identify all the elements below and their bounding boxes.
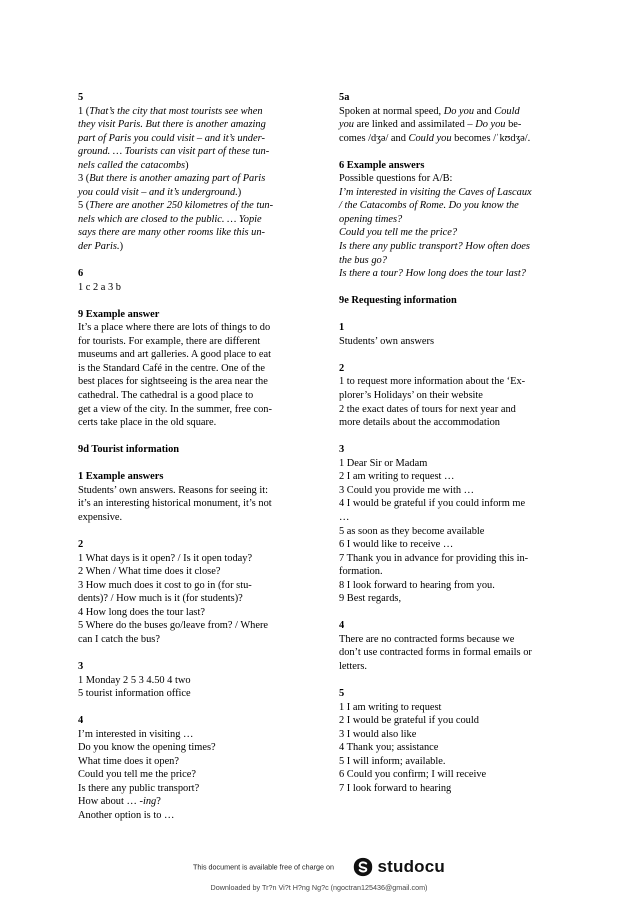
text: Do you know the opening times?: [78, 742, 216, 754]
italic-text: I’m interested in visiting the Caves of Lascaux: [339, 186, 532, 198]
text-line: [339, 579, 567, 593]
left-column: [78, 91, 304, 836]
text: museums and art galleries. A good place to eat: [78, 349, 272, 361]
text-line: [78, 226, 304, 240]
text: ): [185, 159, 189, 171]
text-line: [339, 132, 567, 146]
text: 3 How much does it cost to go in (for stu-: [78, 579, 252, 591]
text: 5 tourist information office: [78, 688, 191, 700]
italic-text: There are another 250 kilometres of the tun-: [89, 200, 274, 212]
text: 1 (: [78, 105, 90, 117]
text-line: [339, 525, 567, 539]
text-line: [78, 606, 304, 620]
section-heading: 1: [339, 322, 345, 334]
answer-section: [339, 687, 567, 795]
text-line: [339, 768, 567, 782]
text: becomes /ˈkʊdʒə/.: [451, 132, 531, 144]
text-line: [339, 470, 567, 484]
italic-text: But there is another amazing part of Paris: [89, 173, 266, 185]
italic-text: part of Paris you could visit – and it’s under-: [78, 132, 265, 144]
text: …: [339, 511, 350, 523]
section-heading: 4: [339, 620, 345, 632]
text: 4 I would be grateful if you could inform me: [339, 498, 526, 510]
text: ): [119, 241, 124, 253]
text-line: [339, 633, 567, 647]
text-line: [339, 538, 567, 552]
text-line: [78, 768, 304, 782]
text-line: [78, 159, 304, 173]
text: 1 to request more information about the ‘Ex-: [339, 376, 526, 388]
text-line: [78, 497, 304, 511]
text: Students’ own answers. Reasons for seeing it:: [78, 484, 268, 496]
text-line: [339, 714, 567, 728]
text-line: [78, 321, 304, 335]
text-line: [78, 199, 304, 213]
text: 5 as soon as they become available: [339, 525, 485, 537]
italic-text: you: [339, 119, 355, 131]
text-line: [78, 186, 304, 200]
text-line: [339, 497, 567, 511]
section-heading: 2: [339, 362, 345, 374]
answer-section: [78, 91, 304, 254]
text: 1 What days is it open? / Is it open today?: [78, 552, 253, 564]
text-line: [78, 362, 304, 376]
text: plorer’s Holidays’ on their website: [339, 390, 483, 402]
italic-text: nels which are closed to the public. … Yopie: [78, 213, 262, 225]
text-line: [78, 281, 304, 295]
text: more details about the accommodation: [339, 417, 501, 429]
text-line: [78, 389, 304, 403]
text-line: [78, 511, 304, 525]
text-line: [339, 118, 567, 132]
text-line: [78, 728, 304, 742]
answer-section: [339, 362, 567, 430]
text-line: [78, 375, 304, 389]
text-line: [339, 375, 567, 389]
text: cathedral. The cathedral is a good place to: [78, 390, 254, 402]
text-line: [78, 579, 304, 593]
text: What time does it open?: [78, 755, 179, 767]
text-line: [339, 701, 567, 715]
answer-section: [339, 294, 567, 308]
text: 7 Thank you in advance for providing this in-: [339, 552, 529, 564]
text: 2 the exact dates of tours for next year and: [339, 403, 516, 415]
text-line: [339, 728, 567, 742]
text-line: [78, 552, 304, 566]
section-heading: 3: [78, 660, 84, 672]
text-line: [339, 199, 567, 213]
text: 5 I will inform; available.: [339, 755, 446, 767]
section-heading: 5a: [339, 92, 350, 103]
text-line: [339, 213, 567, 227]
text: letters.: [339, 660, 367, 672]
italic-text: That’s the city that most tourists see when: [89, 105, 263, 117]
italic-text: nels called the catacombs: [78, 159, 186, 171]
italic-text: Do you: [475, 119, 506, 131]
answer-section: [339, 443, 567, 606]
text: 2 I would be grateful if you could: [339, 715, 479, 727]
section-heading: 9 Example answer: [78, 308, 160, 320]
answer-section: [78, 267, 304, 294]
answer-section: [78, 714, 304, 822]
italic-text: Do you: [443, 105, 475, 117]
availability-notice: This document is available free of charge on: [192, 862, 335, 872]
text-line: [78, 565, 304, 579]
text-line: [78, 145, 304, 159]
italic-text: ing: [142, 796, 157, 808]
italic-text: you could visit – and it’s underground.: [78, 186, 238, 198]
text: 3 Could you provide me with …: [339, 484, 475, 496]
text-line: [78, 403, 304, 417]
section-heading: 1 Example answers: [78, 471, 164, 483]
downloaded-by-line: Downloaded by Tr?n Vi?t H?ng Ng?c (ngoctran125436@gmail.com): [210, 883, 428, 892]
text: comes /dʒə/ and: [339, 132, 409, 144]
text: 1 c 2 a 3 b: [78, 281, 121, 293]
text-line: [78, 619, 304, 633]
italic-text: / the Catacombs of Rome. Do you know the: [339, 200, 519, 212]
text: 1 I am writing to request: [339, 701, 442, 713]
text-line: [78, 633, 304, 647]
text-line: [339, 186, 567, 200]
text: Another option is to …: [78, 809, 175, 821]
text: don’t use contracted forms in formal emails or: [339, 647, 532, 659]
text: are linked and assimilated –: [354, 119, 476, 131]
text: 2 I am writing to request …: [339, 471, 455, 483]
text-line: [339, 755, 567, 769]
text-line: [78, 132, 304, 146]
text: certs take place in the old square.: [78, 417, 217, 429]
text-line: [78, 172, 304, 186]
text-line: [78, 782, 304, 796]
text: I’m interested in visiting …: [78, 728, 194, 740]
text: Could you tell me the price?: [78, 769, 197, 781]
text: 1 Dear Sir or Madam: [339, 457, 428, 469]
answer-section: [339, 321, 567, 348]
text: ?: [156, 796, 161, 808]
section-heading: 4: [78, 715, 84, 727]
italic-text: der Paris.: [78, 241, 120, 253]
studocu-logo-text: studocu: [377, 857, 445, 876]
text-line: [78, 348, 304, 362]
text-line: [339, 552, 567, 566]
text-line: [339, 592, 567, 606]
text: is the Standard Café in the centre. One of the: [78, 362, 265, 374]
text: 6 Could you confirm; I will receive: [339, 769, 487, 781]
text: be-: [505, 119, 522, 131]
text: 7 I look forward to hearing: [339, 782, 452, 794]
italic-text: Could: [494, 105, 520, 117]
text-line: [339, 457, 567, 471]
text: 1 Monday 2 5 3 4.50 4 two: [78, 674, 191, 686]
text-line: [78, 795, 304, 809]
answer-section: [339, 91, 567, 145]
right-column: [339, 91, 567, 809]
text-line: [339, 660, 567, 674]
text: expensive.: [78, 511, 123, 523]
text-line: [339, 267, 567, 281]
text: can I catch the bus?: [78, 633, 160, 645]
text: best places for sightseeing is the area near the: [78, 376, 268, 388]
text-line: [339, 226, 567, 240]
text-line: [339, 511, 567, 525]
italic-text: Is there a tour? How long does the tour last?: [339, 268, 526, 280]
text: 5 Where do the buses go/leave from? / Where: [78, 620, 269, 632]
text: Spoken at normal speed,: [339, 105, 444, 117]
text-line: [339, 403, 567, 417]
text: and: [474, 105, 495, 117]
text: 9 Best regards,: [339, 593, 402, 605]
footer-notice: [0, 856, 638, 878]
answer-section: [78, 443, 304, 457]
text-line: [78, 213, 304, 227]
text: There are no contracted forms because we: [339, 633, 515, 645]
text: 2 When / What time does it close?: [78, 566, 221, 578]
text: 3 (: [78, 173, 90, 185]
text: Students’ own answers: [339, 335, 435, 347]
answer-section: [78, 308, 304, 430]
text: for tourists. For example, there are different: [78, 335, 261, 347]
text: get a view of the city. In the summer, free con-: [78, 403, 272, 415]
italic-text: ground. … Tourists can visit part of these tun-: [78, 146, 270, 158]
text-line: [339, 172, 567, 186]
text: 4 How long does the tour last?: [78, 606, 205, 618]
text: How about … -: [78, 796, 143, 808]
text: 5 (: [78, 200, 90, 212]
text: it’s an interesting historical monument, it’s not: [78, 498, 272, 510]
text-line: [78, 592, 304, 606]
text-line: [78, 687, 304, 701]
italic-text: opening times?: [339, 213, 403, 225]
text-line: [78, 741, 304, 755]
text: ): [237, 186, 242, 198]
text-line: [339, 335, 567, 349]
text-line: [78, 416, 304, 430]
answer-section: [339, 619, 567, 673]
text-line: [78, 674, 304, 688]
text-line: [339, 105, 567, 119]
section-heading: 6: [78, 268, 84, 280]
section-heading: 2: [78, 539, 84, 551]
italic-text: the bus go?: [339, 254, 387, 266]
italic-text: Could you: [408, 132, 452, 144]
italic-text: they visit Paris. But there is another amazing: [78, 119, 266, 131]
answer-section: [78, 660, 304, 701]
text-line: [78, 105, 304, 119]
studocu-logo-link[interactable]: [352, 856, 445, 878]
text-line: [78, 484, 304, 498]
text: 4 Thank you; assistance: [339, 742, 439, 754]
text-line: [339, 565, 567, 579]
answer-section: [339, 159, 567, 281]
text-line: [339, 484, 567, 498]
answer-section: [78, 470, 304, 524]
text-line: [339, 389, 567, 403]
section-heading: 9e Requesting information: [339, 295, 457, 307]
text-line: [339, 646, 567, 660]
italic-text: says there are many other rooms like this un-: [78, 227, 265, 239]
italic-text: Is there any public transport? How often does: [339, 241, 530, 253]
text-line: [78, 240, 304, 254]
text: 8 I look forward to hearing from you.: [339, 579, 495, 591]
text-line: [339, 416, 567, 430]
italic-text: Could you tell me the price?: [339, 227, 458, 239]
text: formation.: [339, 566, 383, 578]
text-line: [339, 741, 567, 755]
section-heading: 5: [339, 688, 345, 700]
section-heading: 6 Example answers: [339, 159, 425, 171]
text-line: [339, 240, 567, 254]
text-line: [78, 755, 304, 769]
text: 6 I would like to receive …: [339, 539, 454, 551]
text: 3 I would also like: [339, 728, 417, 740]
answer-section: [78, 538, 304, 646]
text: It’s a place where there are lots of things to do: [78, 322, 271, 334]
text-line: [78, 335, 304, 349]
text-line: [78, 809, 304, 823]
studocu-logo-icon: [352, 856, 374, 878]
text: Is there any public transport?: [78, 782, 200, 794]
text-line: [78, 118, 304, 132]
text-line: [339, 254, 567, 268]
section-heading: 9d Tourist information: [78, 444, 180, 456]
text: dents)? / How much is it (for students)?: [78, 593, 243, 605]
section-heading: 3: [339, 444, 345, 456]
text-line: [339, 782, 567, 796]
text: Possible questions for A/B:: [339, 173, 453, 185]
section-heading: 5: [78, 92, 84, 103]
